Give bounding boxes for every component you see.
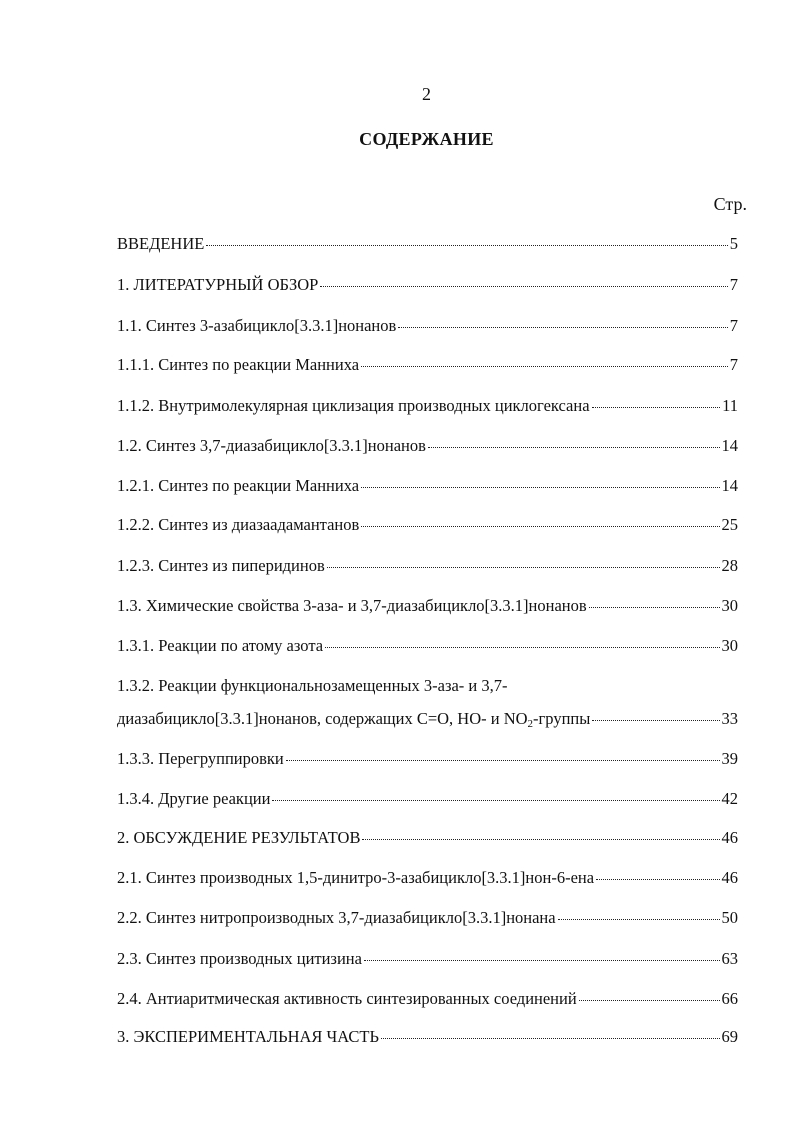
toc-entry-page: 7 xyxy=(729,275,738,294)
toc-entry-page: 7 xyxy=(729,316,738,335)
toc-entry-label: 1.3.3. Перегруппировки xyxy=(117,749,284,768)
toc-entry-3[interactable] xyxy=(117,1027,738,1047)
toc-leader-dots xyxy=(361,526,719,527)
toc-leader-dots xyxy=(325,647,719,648)
toc-entry-label: 1.3. Химические свойства 3-аза- и 3,7-диазабицикло[3.3.1]нонанов xyxy=(117,596,587,615)
toc-entry-label-subscript: 2 xyxy=(527,718,534,730)
toc-leader-dots xyxy=(327,567,720,568)
toc-entry-page: 30 xyxy=(721,636,738,655)
page-title: СОДЕРЖАНИЕ xyxy=(359,129,494,149)
toc-leader-dots xyxy=(272,800,719,801)
toc-entry-1[interactable] xyxy=(117,275,738,295)
toc-entry-2-2[interactable] xyxy=(117,908,738,928)
toc-entry-label-part: диазабицикло[3.3.1]нонанов, содержащих С=О, НО- и NO xyxy=(117,709,528,728)
toc-leader-dots xyxy=(206,245,727,246)
toc-entry-1-2-3[interactable] xyxy=(117,556,738,576)
toc-entry-label: 1.1.2. Внутримолекулярная циклизация производных циклогексана xyxy=(117,396,590,415)
toc-leader-dots xyxy=(589,607,720,608)
toc-entry-page: 50 xyxy=(721,908,738,927)
toc-entry-1-3-3[interactable] xyxy=(117,749,738,769)
page-number: 2 xyxy=(422,84,431,104)
toc-entry-2-4[interactable] xyxy=(117,989,738,1009)
toc-entry-page: 11 xyxy=(722,396,738,415)
toc-entry-page: 28 xyxy=(721,556,738,575)
toc-entry-page: 7 xyxy=(729,355,738,374)
toc-entry-label: 1.3.1. Реакции по атому азота xyxy=(117,636,324,655)
toc-entry-1-2-2[interactable] xyxy=(117,515,738,535)
toc-entry-page: 69 xyxy=(721,1027,738,1046)
toc-entry-label: 1.2.1. Синтез по реакции Манниха xyxy=(117,476,360,495)
toc-leader-dots xyxy=(361,487,719,488)
toc-entry-1-2-1[interactable] xyxy=(117,476,738,496)
toc-entry-page: 63 xyxy=(721,949,738,968)
toc-entry-page: 25 xyxy=(721,515,738,534)
toc-entry-label: 1.1.1. Синтез по реакции Манниха xyxy=(117,355,360,374)
toc-entry-page: 14 xyxy=(721,476,738,495)
toc-leader-dots xyxy=(361,366,728,367)
toc-entry-1-3[interactable] xyxy=(117,596,738,616)
toc-entry-page: 30 xyxy=(721,596,738,615)
toc-leader-dots xyxy=(579,1000,720,1001)
toc-entry-1-1-2[interactable] xyxy=(117,396,738,416)
toc-entry-page: 46 xyxy=(721,828,738,847)
toc-entry-page: 5 xyxy=(729,234,738,253)
toc-entry-label: 1.3.4. Другие реакции xyxy=(117,789,271,808)
toc-entry-2-3[interactable] xyxy=(117,949,738,969)
toc-leader-dots xyxy=(320,286,727,287)
toc-entry-label: 1.1. Синтез 3-азабицикло[3.3.1]нонанов xyxy=(117,316,397,335)
page-column-header: Стр. xyxy=(713,194,747,214)
toc-entry-2[interactable] xyxy=(117,828,738,848)
toc-entry-label: 2. ОБСУЖДЕНИЕ РЕЗУЛЬТАТОВ xyxy=(117,828,361,847)
toc-entry-page: 14 xyxy=(721,436,738,455)
toc-entry-page: 39 xyxy=(721,749,738,768)
toc-entry-1-1-1[interactable] xyxy=(117,355,738,375)
toc-leader-dots xyxy=(286,760,720,761)
toc-leader-dots xyxy=(364,960,720,961)
toc-leader-dots xyxy=(592,720,719,721)
toc-entry-1-3-1[interactable] xyxy=(117,636,738,656)
toc-entry-label: 1.2.3. Синтез из пиперидинов xyxy=(117,556,325,575)
toc-entry-1-3-4[interactable] xyxy=(117,789,738,809)
toc-entry-label: 2.1. Синтез производных 1,5-динитро-3-азабицикло[3.3.1]нон-6-ена xyxy=(117,868,595,887)
toc-entry-label: 3. ЭКСПЕРИМЕНТАЛЬНАЯ ЧАСТЬ xyxy=(117,1027,379,1046)
toc-entry-page: 66 xyxy=(721,989,738,1008)
toc-entry-1-3-2-line1[interactable]: 1.3.2. Реакции функциональнозамещенных 3-аза- и 3,7- xyxy=(117,676,508,695)
toc-leader-dots xyxy=(428,447,720,448)
toc-entry-2-1[interactable] xyxy=(117,868,738,888)
toc-entry-introduction[interactable] xyxy=(117,234,738,254)
toc-entry-label: ВВЕДЕНИЕ xyxy=(117,234,205,253)
toc-entry-label: 1.2. Синтез 3,7-диазабицикло[3.3.1]нонанов xyxy=(117,436,426,455)
toc-entry-1-2[interactable] xyxy=(117,436,738,456)
toc-leader-dots xyxy=(592,407,721,408)
toc-entry-page: 42 xyxy=(721,789,738,808)
toc-entry-label: 2.2. Синтез нитропроизводных 3,7-диазабицикло[3.3.1]нонана xyxy=(117,908,556,927)
toc-entry-page: 46 xyxy=(721,868,738,887)
toc-leader-dots xyxy=(398,327,727,328)
toc-entry-label: 1.2.2. Синтез из диазаадамантанов xyxy=(117,515,360,534)
toc-entry-label: 2.4. Антиаритмическая активность синтезированных соединений xyxy=(117,989,577,1008)
toc-entry-label xyxy=(117,709,590,734)
toc-leader-dots xyxy=(558,919,720,920)
toc-entry-label: 1. ЛИТЕРАТУРНЫЙ ОБЗОР xyxy=(117,275,319,294)
toc-entry-1-3-2[interactable] xyxy=(117,709,738,734)
toc-entry-label-part: -группы xyxy=(533,709,591,728)
toc-leader-dots xyxy=(362,839,719,840)
toc-entry-label: 2.3. Синтез производных цитизина xyxy=(117,949,362,968)
toc-entry-1-1[interactable] xyxy=(117,316,738,336)
toc-entry-page: 33 xyxy=(721,709,738,728)
toc-leader-dots xyxy=(596,879,719,880)
toc-leader-dots xyxy=(381,1038,720,1039)
